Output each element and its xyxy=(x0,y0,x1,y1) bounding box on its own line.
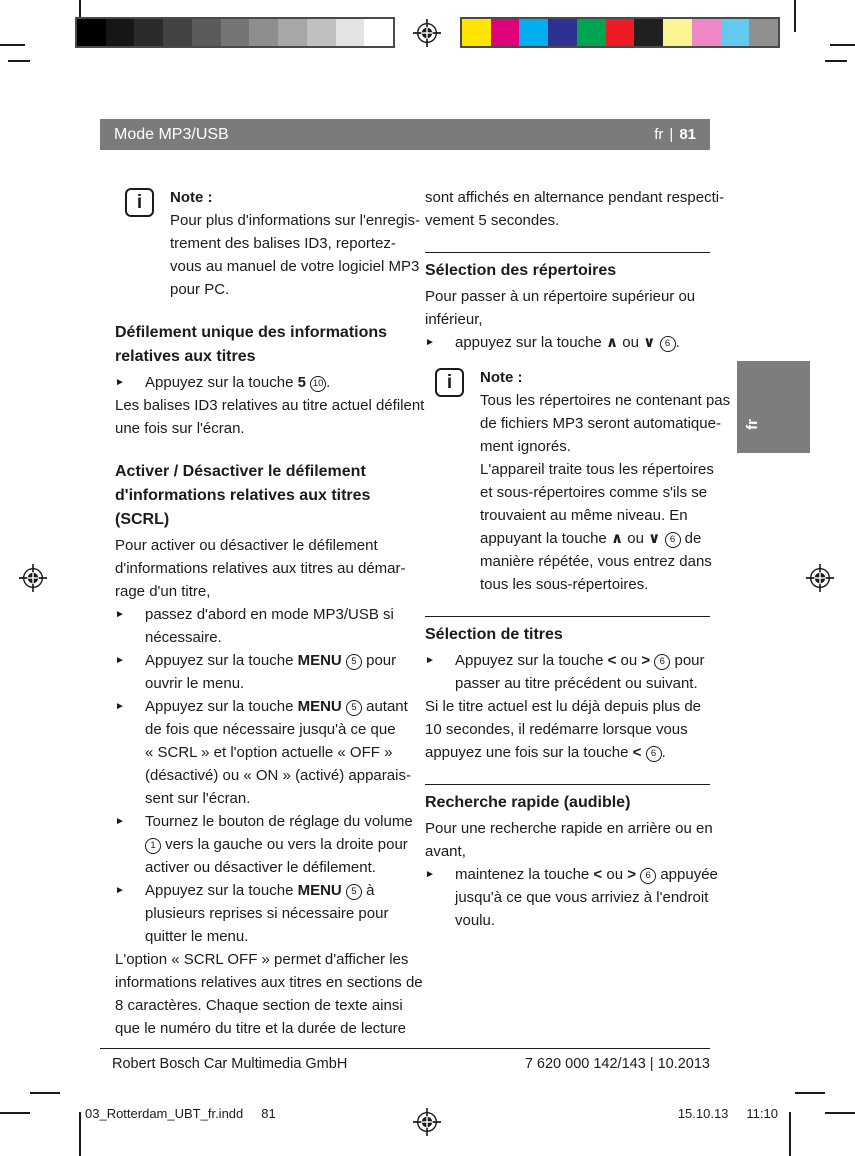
instruction-list-item xyxy=(115,603,427,649)
text-line xyxy=(425,259,710,283)
text-run: . xyxy=(675,334,680,351)
column-left xyxy=(115,186,427,1040)
calibration-square xyxy=(249,19,278,46)
header-separator: | xyxy=(669,126,674,143)
text-line xyxy=(115,971,427,994)
text-run: pour xyxy=(361,652,397,669)
text-run: vement 5 secondes. xyxy=(425,212,560,229)
list-item-text xyxy=(145,695,427,810)
text-line xyxy=(425,285,710,308)
calibration-square xyxy=(221,19,250,46)
instruction-list-item xyxy=(115,695,427,810)
section-heading xyxy=(425,259,710,283)
text-line xyxy=(115,508,427,532)
text-line xyxy=(425,308,710,331)
text-run: avant, xyxy=(425,843,466,860)
text-line xyxy=(455,649,710,672)
text-run: « SCRL » et l'option actuelle « OFF » xyxy=(145,744,393,761)
list-item-text xyxy=(455,863,718,932)
print-date: 15.10.13 xyxy=(677,1106,729,1121)
crop-mark xyxy=(825,60,847,62)
text-run: Appuyez sur la touche xyxy=(145,882,298,899)
crop-mark xyxy=(79,1112,81,1156)
text-line xyxy=(170,278,420,301)
text-line xyxy=(455,886,710,909)
text-line xyxy=(145,741,427,764)
text-line xyxy=(170,232,420,255)
crop-mark xyxy=(795,1092,825,1094)
text-line xyxy=(145,787,427,810)
column-right xyxy=(425,186,731,932)
text-run: . xyxy=(661,744,666,761)
section-heading xyxy=(115,321,427,369)
text-run: de fois que nécessaire jusqu'à ce que xyxy=(145,721,396,738)
calibration-square xyxy=(307,19,336,46)
calibration-square xyxy=(749,19,778,46)
circled-number: 1 xyxy=(145,838,161,854)
text-line xyxy=(145,902,427,925)
header-language: fr xyxy=(654,126,664,143)
paragraph xyxy=(115,394,427,440)
text-run: passez d'abord en mode MP3/USB si xyxy=(145,606,394,623)
list-item-text xyxy=(145,649,427,695)
registration-mark-icon xyxy=(19,564,47,592)
text-run: Si le titre actuel est lu déjà depuis plus de xyxy=(425,698,701,715)
text-line xyxy=(115,1017,427,1040)
key-arrow-glyph: > xyxy=(641,652,651,669)
text-line xyxy=(115,557,427,580)
text-line xyxy=(145,626,427,649)
circled-number: 5 xyxy=(346,654,362,670)
key-arrow-glyph: > xyxy=(627,866,636,883)
print-file-info xyxy=(85,1106,276,1121)
instruction-list-item xyxy=(425,331,710,354)
crop-mark xyxy=(30,1092,60,1094)
text-line xyxy=(115,394,427,417)
circled-number: 5 xyxy=(346,884,362,900)
text-line xyxy=(480,527,730,550)
text-run: pour PC. xyxy=(170,281,230,298)
text-line xyxy=(455,863,718,886)
text-line xyxy=(145,879,427,902)
note-block xyxy=(115,186,427,301)
print-datetime xyxy=(678,1106,778,1121)
text-run: Appuyez sur la touche xyxy=(145,374,298,391)
text-line xyxy=(145,810,427,833)
text-run: Appuyez sur la touche xyxy=(145,652,298,669)
section-heading xyxy=(115,460,427,532)
text-line xyxy=(480,504,730,527)
key-arrow-glyph: ∨ xyxy=(648,530,661,547)
text-line xyxy=(145,603,427,626)
text-run: sont affichés en alternance pendant respecti- xyxy=(425,189,725,206)
circled-number: 6 xyxy=(646,746,662,762)
text-run: Activer / Désactiver le défilement xyxy=(115,463,366,480)
calibration-square xyxy=(462,19,491,46)
note-body xyxy=(480,366,730,596)
bullet-arrow-icon: ► xyxy=(115,377,125,388)
text-line xyxy=(425,791,710,815)
paragraph xyxy=(115,948,427,1040)
text-line xyxy=(170,255,420,278)
language-tab xyxy=(737,361,810,453)
info-icon: i xyxy=(125,188,154,217)
text-run: L'option « SCRL OFF » permet d'afficher les xyxy=(115,951,409,968)
text-line xyxy=(145,833,427,856)
calibration-square xyxy=(548,19,577,46)
text-line xyxy=(480,550,730,573)
footer-company: Robert Bosch Car Multimedia GmbH xyxy=(112,1056,348,1072)
text-run: d'informations relatives aux titres au démar- xyxy=(115,560,406,577)
print-file-name: 03_Rotterdam_UBT_fr.indd xyxy=(85,1106,244,1121)
instruction-list-item xyxy=(115,810,427,879)
text-run: Pour une recherche rapide en arrière ou en xyxy=(425,820,713,837)
text-run: que le numéro du titre et la durée de lecture xyxy=(115,1020,407,1037)
bullet-arrow-icon: ► xyxy=(425,869,435,880)
text-run: Sélection des répertoires xyxy=(425,262,617,279)
note-title: Note : xyxy=(170,189,213,206)
text-line xyxy=(480,435,730,458)
text-run: Les balises ID3 relatives au titre actuel défilent xyxy=(115,397,425,414)
text-line xyxy=(455,672,710,695)
calibration-square xyxy=(77,19,106,46)
section-heading xyxy=(425,623,710,647)
text-run xyxy=(660,530,664,547)
calibration-square xyxy=(364,19,393,46)
text-run: ou xyxy=(623,530,649,547)
text-run: Appuyez sur la touche xyxy=(455,652,608,669)
instruction-list-item xyxy=(115,649,427,695)
bullet-arrow-icon: ► xyxy=(115,816,125,827)
text-line xyxy=(425,209,710,232)
text-line xyxy=(115,580,427,603)
color-calibration-bar xyxy=(460,17,780,48)
print-page-number: 81 xyxy=(261,1106,276,1121)
text-line xyxy=(425,695,710,718)
text-line xyxy=(425,623,710,647)
language-tab-label: fr xyxy=(743,419,761,430)
text-run: inférieur, xyxy=(425,311,483,328)
crop-mark xyxy=(0,1112,30,1114)
circled-number: 6 xyxy=(654,654,670,670)
key-arrow-glyph: ∨ xyxy=(643,334,656,351)
instruction-list-item xyxy=(425,649,710,695)
text-run xyxy=(655,334,659,351)
bold-key-label: MENU xyxy=(297,882,342,899)
text-line xyxy=(115,484,427,508)
paragraph xyxy=(425,186,725,232)
text-line xyxy=(145,371,427,394)
paragraph xyxy=(425,695,710,764)
text-run: appuyez sur la touche xyxy=(455,334,606,351)
text-run: Appuyez sur la touche xyxy=(145,698,298,715)
instruction-list-item xyxy=(115,371,427,394)
key-arrow-glyph: < xyxy=(593,866,603,883)
text-line xyxy=(455,909,710,932)
text-run: ou xyxy=(618,334,644,351)
bullet-arrow-icon: ► xyxy=(115,701,125,712)
crop-mark xyxy=(830,44,855,46)
text-line xyxy=(425,817,713,840)
bold-key-label: 5 xyxy=(297,374,306,391)
text-line xyxy=(145,925,427,948)
text-run: 10 secondes, il redémarre lorsque vous xyxy=(425,721,688,738)
text-line xyxy=(145,649,427,672)
text-line xyxy=(115,460,427,484)
list-item-text xyxy=(455,331,710,354)
text-line xyxy=(480,458,730,481)
list-item-text xyxy=(145,810,427,879)
text-run: L'appareil traite tous les répertoires xyxy=(480,461,714,478)
print-info-line xyxy=(85,1106,778,1121)
text-line xyxy=(480,412,730,435)
text-line xyxy=(455,331,710,354)
text-run: appuyez une fois sur la touche xyxy=(425,744,633,761)
text-run: Pour activer ou désactiver le défilement xyxy=(115,537,378,554)
paragraph xyxy=(425,817,713,863)
registration-mark-icon xyxy=(413,19,441,47)
key-arrow-glyph: < xyxy=(632,744,642,761)
text-run: et sous-répertoires comme s'ils se xyxy=(480,484,708,501)
text-run: autant xyxy=(361,698,408,715)
bullet-arrow-icon: ► xyxy=(115,609,125,620)
crop-mark xyxy=(789,1112,791,1156)
text-run: appuyant la touche xyxy=(480,530,611,547)
instruction-list-item xyxy=(115,879,427,948)
text-run: Recherche rapide (audible) xyxy=(425,794,631,811)
text-run: informations relatives aux titres en sections de xyxy=(115,974,423,991)
note-body xyxy=(170,186,420,301)
bullet-arrow-icon: ► xyxy=(115,655,125,666)
text-run: de xyxy=(680,530,702,547)
bullet-arrow-icon: ► xyxy=(115,885,125,896)
text-run: trement des balises ID3, reportez- xyxy=(170,235,396,252)
calibration-square xyxy=(192,19,221,46)
text-line xyxy=(115,417,427,440)
bold-key-label: MENU xyxy=(297,652,342,669)
text-run: trouvaient au même niveau. En xyxy=(480,507,688,524)
text-run: relatives aux titres xyxy=(115,348,256,365)
text-run: rage d'un titre, xyxy=(115,583,211,600)
text-run: Sélection de titres xyxy=(425,626,563,643)
text-line xyxy=(115,948,427,971)
footer-doc-number: 7 620 000 142/143 | 10.2013 xyxy=(524,1056,710,1072)
calibration-square xyxy=(519,19,548,46)
note-block xyxy=(425,366,731,596)
text-run: ment ignorés. xyxy=(480,438,571,455)
text-run: voulu. xyxy=(455,912,496,929)
calibration-square xyxy=(278,19,307,46)
text-run: passer au titre précédent ou suivant. xyxy=(455,675,698,692)
calibration-square xyxy=(163,19,192,46)
list-item-text xyxy=(145,603,427,649)
text-line xyxy=(115,345,427,369)
calibration-square xyxy=(134,19,163,46)
crop-mark xyxy=(0,44,25,46)
text-line xyxy=(170,209,420,232)
text-line xyxy=(145,695,427,718)
text-run: maintenez la touche xyxy=(455,866,594,883)
section-heading xyxy=(425,791,710,815)
text-run: ou xyxy=(602,866,628,883)
section-divider xyxy=(425,784,710,785)
text-run: 8 caractères. Chaque section de texte ainsi xyxy=(115,997,403,1014)
text-line xyxy=(480,389,730,412)
calibration-square xyxy=(721,19,750,46)
text-run: nécessaire. xyxy=(145,629,222,646)
list-item-text xyxy=(145,371,427,394)
text-line xyxy=(425,741,710,764)
key-arrow-glyph: ∧ xyxy=(610,530,624,547)
key-arrow-glyph: < xyxy=(607,652,617,669)
key-arrow-glyph: ∧ xyxy=(605,334,619,351)
text-line xyxy=(480,481,730,504)
text-run xyxy=(641,744,645,761)
text-line xyxy=(425,186,725,209)
page-title: Mode MP3/USB xyxy=(114,125,229,143)
calibration-square xyxy=(692,19,721,46)
header-page-indicator xyxy=(654,126,696,143)
text-run: ou xyxy=(616,652,642,669)
text-line xyxy=(425,718,710,741)
text-run: appuyée xyxy=(656,866,718,883)
text-run: Défilement unique des informations xyxy=(115,324,388,341)
calibration-square xyxy=(634,19,663,46)
text-line xyxy=(115,321,427,345)
calibration-square xyxy=(663,19,692,46)
text-run: Pour passer à un répertoire supérieur ou xyxy=(425,288,696,305)
bullet-arrow-icon: ► xyxy=(425,337,435,348)
bullet-arrow-icon: ► xyxy=(425,655,435,666)
text-run: ouvrir le menu. xyxy=(145,675,245,692)
text-line xyxy=(115,994,427,1017)
text-line xyxy=(145,856,427,879)
text-run: quitter le menu. xyxy=(145,928,249,945)
page-footer xyxy=(100,1048,710,1072)
circled-number: 10 xyxy=(310,376,326,392)
text-run: tous les sous-répertoires. xyxy=(480,576,649,593)
section-divider xyxy=(425,252,710,253)
calibration-square xyxy=(106,19,135,46)
text-line xyxy=(480,573,730,596)
text-line xyxy=(425,840,710,863)
text-run: . xyxy=(326,374,331,391)
section-divider xyxy=(425,616,710,617)
crop-mark xyxy=(794,0,796,32)
header-bar xyxy=(100,119,710,150)
circled-number: 6 xyxy=(660,336,676,352)
text-line xyxy=(145,672,427,695)
paragraph xyxy=(115,534,427,603)
text-line xyxy=(145,764,427,787)
calibration-square xyxy=(491,19,520,46)
crop-mark xyxy=(8,60,30,62)
instruction-list-item xyxy=(425,863,718,932)
text-run: Tournez le bouton de réglage du volume xyxy=(145,813,413,830)
text-run: de fichiers MP3 seront automatique- xyxy=(480,415,721,432)
circled-number: 6 xyxy=(665,532,681,548)
text-run: jusqu'à ce que vous arriviez à l'endroit xyxy=(455,889,709,906)
calibration-square xyxy=(577,19,606,46)
text-run: manière répétée, vous entrez dans xyxy=(480,553,712,570)
text-run: à xyxy=(361,882,375,899)
registration-mark-icon xyxy=(806,564,834,592)
text-run: d'informations relatives aux titres xyxy=(115,487,371,504)
text-run: vous au manuel de votre logiciel MP3 xyxy=(170,258,420,275)
text-run: sent sur l'écran. xyxy=(145,790,251,807)
print-time: 11:10 xyxy=(746,1106,778,1121)
bold-key-label: MENU xyxy=(297,698,342,715)
text-run: vers la gauche ou vers la droite pour xyxy=(161,836,408,853)
info-icon: i xyxy=(435,368,464,397)
crop-mark xyxy=(825,1112,855,1114)
circled-number: 6 xyxy=(640,868,656,884)
grayscale-calibration-bar xyxy=(75,17,395,48)
circled-number: 5 xyxy=(346,700,362,716)
text-line xyxy=(145,718,427,741)
text-line xyxy=(115,534,427,557)
text-run: Pour plus d'informations sur l'enregis- xyxy=(170,212,421,229)
calibration-square xyxy=(606,19,635,46)
text-run: (SCRL) xyxy=(115,511,170,528)
text-run: activer ou désactiver le défilement. xyxy=(145,859,376,876)
text-run: (désactivé) ou « ON » (activé) apparais- xyxy=(145,767,411,784)
calibration-square xyxy=(336,19,365,46)
text-run: une fois sur l'écran. xyxy=(115,420,245,437)
text-run: plusieurs reprises si nécessaire pour xyxy=(145,905,389,922)
text-run: Tous les répertoires ne contenant pas xyxy=(480,392,731,409)
list-item-text xyxy=(145,879,427,948)
list-item-text xyxy=(455,649,710,695)
header-page-number: 81 xyxy=(679,126,696,143)
text-run: pour xyxy=(670,652,705,669)
paragraph xyxy=(425,285,710,331)
note-title: Note : xyxy=(480,369,523,386)
